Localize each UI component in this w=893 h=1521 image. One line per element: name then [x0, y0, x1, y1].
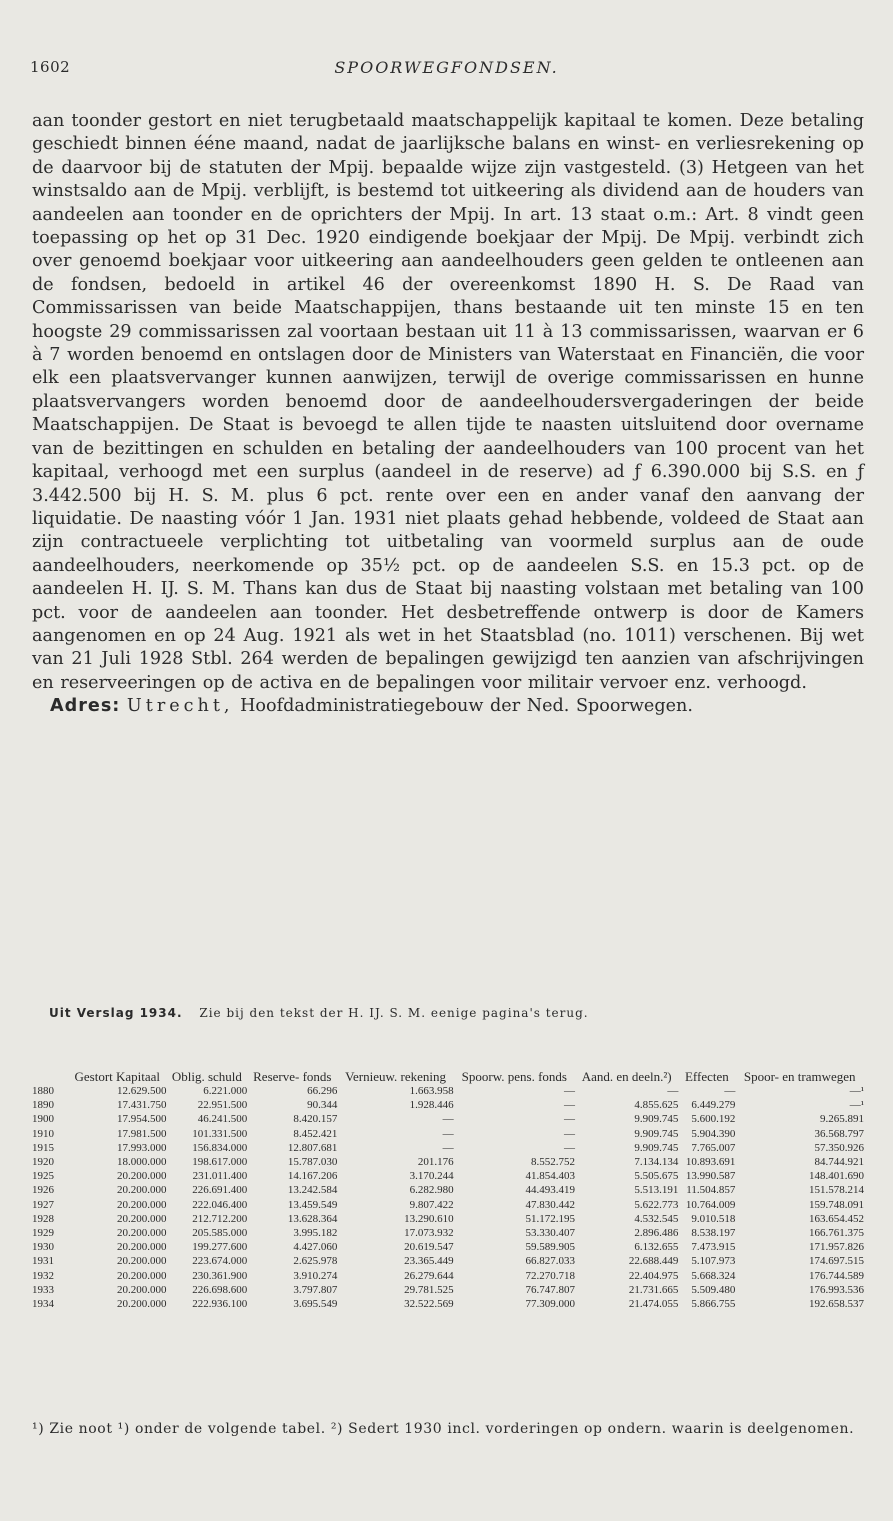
value-cell: 5.107.973: [691, 1255, 736, 1268]
address-city: Utrecht,: [126, 696, 234, 717]
value-cell: 3.910.274: [293, 1269, 338, 1282]
year-cell: 1890: [32, 1099, 54, 1112]
value-cell: 6.282.980: [409, 1184, 454, 1197]
value-cell: 4.532.545: [634, 1212, 679, 1225]
value-cell: 41.854.403: [525, 1170, 575, 1183]
value-cell: 51.172.195: [525, 1212, 575, 1225]
value-cell: —: [724, 1085, 736, 1097]
value-cell: 212.712.200: [192, 1212, 248, 1225]
table-row: [32, 1155, 864, 1169]
value-cell: 11.504.857: [686, 1184, 736, 1197]
table-row: [32, 1240, 864, 1254]
year-cell: 1931: [32, 1255, 54, 1268]
value-cell: 12.807.681: [287, 1141, 338, 1154]
value-cell: 8.538.197: [691, 1227, 736, 1240]
address-text: Hoofdadministratiegebouw der Ned. Spoorwegen.: [240, 696, 693, 717]
value-cell: 5.513.191: [634, 1184, 679, 1197]
value-cell: 5.505.675: [634, 1170, 679, 1183]
value-cell: 9.909.745: [634, 1141, 679, 1154]
main-paragraph: aan toonder gestort en niet terugbetaald maatschappelijk kapitaal te komen. Deze betaling geschiedt binnen ééne maand, nadat de jaarlijksche balans en winst- en verliesrekening op de daarvoor bij de statuten der Mpij. bepaalde wijze zijn vastgesteld. (3) Hetgeen van het winstsaldo aan de Mpij. verblijft, is bestemd tot uitkeering als dividend aan de houders van aandeelen aan toonder en de oprichters der Mpij. In art. 13 staat o.m.: Art. 8 vindt geen toepassing op het op 31 Dec. 1920 eindigende boekjaar der Mpij. De Mpij. verbindt zich over genoemd boekjaar voor uitkeering aan aandeelhouders geen gelden te ontleenen aan de fondsen, bedoeld in artikel 46 der overeenkomst 1890 H. S. De Raad van Commissarissen van beide Maatschappijen, thans bestaande uit ten minste 15 en ten hoogste 29 commissarissen zal voortaan bestaan uit 11 à 13 commissarissen, waarvan er 6 à 7 worden benoemd en ontslagen door de Ministers van Waterstaat en Financiën, die voor elk een plaatsvervanger kunnen aanwijzen, terwijl de overige commissarissen en hunne plaatsvervangers worden benoemd door de aandeelhoudersvergaderingen der beide Maatschappijen. De Staat is bevoegd te allen tijde te naasten uitsluitend door overname van de bezittingen en schulden en betaling der aandeelhouders van 100 procent van het kapitaal, verhoogd met een surplus (aandeel in de reserve) ad ƒ 6.390.000 bij S.S. en ƒ 3.442.500 bij H. S. M. plus 6 pct. rente over een en ander vanaf den aanvang der liquidatie. De naasting vóór 1 Jan. 1931 niet plaats gehad hebbende, voldeed de Staat aan zijn contractueele verplichting tot uitbetaling van voormeld surplus aan de oude aandeelhouders, neerkomende op 35½ pct. op de aandeelen S.S. en 15.3 pct. op de aandeelen H. IJ. S. M. Thans kan dus de Staat bij naasting volstaan met betaling van 100 pct. voor de aandeelen aan toonder. Het desbetreffende ontwerp is door de Kamers aangenomen en op 24 Aug. 1921 als wet in het Staatsblad (no. 1011) verschenen. Bij wet van 21 Juli 1928 Stbl. 264 werden de bepalingen gewijzigd ten aanzien van afschrijvingen en reserveeringen op de activa en de bepalingen voor militair vervoer enz. verhoogd.: [32, 111, 864, 693]
value-cell: 9.807.422: [409, 1198, 454, 1211]
value-cell: 101.331.500: [192, 1127, 248, 1140]
value-cell: 7.473.915: [691, 1241, 736, 1254]
value-cell: 7.134.134: [634, 1156, 679, 1169]
table-row: [32, 1269, 864, 1283]
value-cell: 5.600.192: [691, 1113, 736, 1126]
value-cell: 17.073.932: [404, 1227, 454, 1240]
value-cell: 20.200.000: [117, 1241, 167, 1254]
table-row: [32, 1183, 864, 1197]
value-cell: 176.744.589: [809, 1269, 864, 1282]
value-cell: 20.200.000: [117, 1170, 167, 1183]
value-cell: 230.361.900: [192, 1269, 248, 1282]
year-cell: 1933: [32, 1283, 54, 1296]
year-cell: 1932: [32, 1269, 54, 1282]
value-cell: 22.404.975: [628, 1269, 679, 1282]
value-cell: 198.617.000: [192, 1156, 248, 1169]
column-header: Reserve- fonds: [253, 1069, 332, 1084]
table-row: [32, 1254, 864, 1268]
value-cell: 13.242.584: [287, 1184, 338, 1197]
value-cell: —: [667, 1085, 679, 1097]
value-cell: 3.695.549: [293, 1298, 338, 1311]
value-cell: 1.663.958: [409, 1085, 454, 1097]
value-cell: 5.866.755: [691, 1298, 736, 1311]
value-cell: 17.993.000: [117, 1141, 167, 1154]
value-cell: 47.830.442: [525, 1198, 575, 1211]
value-cell: 84.744.921: [814, 1156, 864, 1169]
table-row: [32, 1283, 864, 1297]
value-cell: 23.365.449: [404, 1255, 454, 1268]
running-title: SPOORWEGFONDSEN.: [334, 58, 559, 77]
financial-table: [32, 1070, 864, 1311]
value-cell: 32.522.569: [404, 1298, 454, 1311]
value-cell: 9.010.518: [691, 1212, 736, 1225]
year-cell: 1929: [32, 1227, 54, 1240]
value-cell: —: [563, 1099, 575, 1112]
table-row: [32, 1169, 864, 1183]
value-cell: 223.674.000: [192, 1255, 248, 1268]
value-cell: —¹: [849, 1085, 864, 1097]
value-cell: 18.000.000: [117, 1156, 167, 1169]
year-cell: 1930: [32, 1241, 54, 1254]
table-row: [32, 1297, 864, 1311]
value-cell: —¹: [849, 1099, 864, 1112]
value-cell: 15.787.030: [287, 1156, 338, 1169]
value-cell: 20.619.547: [404, 1241, 454, 1254]
value-cell: 20.200.000: [117, 1255, 167, 1268]
value-cell: 6.449.279: [691, 1099, 736, 1112]
table-row: [32, 1098, 864, 1112]
value-cell: 10.893.691: [685, 1156, 736, 1169]
table-row: [32, 1141, 864, 1155]
value-cell: —: [563, 1127, 575, 1140]
value-cell: 36.568.797: [814, 1127, 864, 1140]
value-cell: 5.622.773: [634, 1198, 679, 1211]
value-cell: —: [442, 1127, 454, 1140]
value-cell: 44.493.419: [525, 1184, 575, 1197]
verslag-line: [49, 1006, 853, 1020]
value-cell: 13.290.610: [404, 1212, 454, 1225]
value-cell: 13.459.549: [287, 1198, 338, 1211]
value-cell: 192.658.537: [809, 1298, 864, 1311]
value-cell: 21.731.665: [628, 1283, 679, 1296]
value-cell: 17.981.500: [117, 1127, 167, 1140]
value-cell: 9.909.745: [634, 1113, 679, 1126]
value-cell: 77.309.000: [525, 1298, 575, 1311]
verslag-label: Uit Verslag 1934.: [49, 1006, 183, 1020]
verslag-text: Zie bij den tekst der H. IJ. S. M. eenige pagina's terug.: [199, 1006, 589, 1020]
value-cell: 163.654.452: [809, 1212, 864, 1225]
column-header: Spoorw. pens. fonds: [461, 1069, 567, 1084]
value-cell: 222.046.400: [192, 1198, 248, 1211]
value-cell: 13.990.587: [685, 1170, 736, 1183]
value-cell: 66.296: [307, 1085, 338, 1097]
address-label: Adres:: [50, 696, 121, 717]
value-cell: 3.797.807: [293, 1283, 338, 1296]
value-cell: 76.747.807: [525, 1283, 575, 1296]
value-cell: 46.241.500: [197, 1113, 248, 1126]
year-cell: 1910: [32, 1127, 54, 1140]
value-cell: 9.265.891: [820, 1113, 864, 1126]
value-cell: 12.629.500: [117, 1085, 167, 1097]
value-cell: 151.578.214: [809, 1184, 864, 1197]
value-cell: 166.761.375: [809, 1227, 864, 1240]
table-row: [32, 1226, 864, 1240]
value-cell: 6.221.000: [203, 1085, 248, 1097]
value-cell: —: [442, 1141, 454, 1154]
value-cell: —: [442, 1113, 454, 1126]
table-row: [32, 1127, 864, 1141]
value-cell: 13.628.364: [287, 1212, 338, 1225]
value-cell: 20.200.000: [117, 1269, 167, 1282]
value-cell: 176.993.536: [809, 1283, 864, 1296]
value-cell: 20.200.000: [117, 1212, 167, 1225]
year-cell: 1900: [32, 1113, 54, 1126]
value-cell: 2.896.486: [634, 1227, 679, 1240]
value-cell: 20.200.000: [117, 1198, 167, 1211]
body-text: [32, 110, 864, 719]
value-cell: 5.509.480: [691, 1283, 736, 1296]
column-header: Oblig. schuld: [171, 1069, 242, 1084]
value-cell: 26.279.644: [404, 1269, 454, 1282]
value-cell: 205.585.000: [192, 1227, 248, 1240]
year-cell: 1934: [32, 1298, 54, 1311]
value-cell: —: [563, 1085, 575, 1097]
value-cell: 159.748.091: [809, 1198, 864, 1211]
year-cell: 1928: [32, 1212, 54, 1225]
value-cell: 226.698.600: [192, 1283, 248, 1296]
year-cell: 1927: [32, 1198, 54, 1211]
table-header-row: [32, 1070, 864, 1084]
value-cell: 8.552.752: [530, 1156, 575, 1169]
address-line: [32, 695, 864, 718]
column-header: Spoor- en tramwegen: [743, 1069, 856, 1084]
value-cell: 5.668.324: [691, 1269, 736, 1282]
value-cell: 20.200.000: [117, 1184, 167, 1197]
value-cell: 17.954.500: [117, 1113, 167, 1126]
value-cell: 17.431.750: [117, 1099, 167, 1112]
value-cell: 171.957.826: [809, 1241, 864, 1254]
value-cell: 156.834.000: [192, 1141, 248, 1154]
year-cell: 1920: [32, 1156, 54, 1169]
value-cell: 22.951.500: [197, 1099, 248, 1112]
table-row: [32, 1198, 864, 1212]
value-cell: 20.200.000: [117, 1298, 167, 1311]
value-cell: 20.200.000: [117, 1227, 167, 1240]
year-cell: 1925: [32, 1170, 54, 1183]
column-header: Gestort Kapitaal: [74, 1069, 161, 1084]
value-cell: 2.625.978: [293, 1255, 338, 1268]
value-cell: 90.344: [307, 1099, 338, 1112]
value-cell: 14.167.206: [287, 1170, 338, 1183]
value-cell: 8.452.421: [293, 1127, 338, 1140]
year-cell: 1915: [32, 1141, 54, 1154]
table-body: [32, 1084, 864, 1311]
value-cell: 231.011.400: [192, 1170, 248, 1183]
value-cell: 29.781.525: [404, 1283, 454, 1296]
page-number: 1602: [30, 58, 71, 76]
value-cell: 53.330.407: [525, 1227, 575, 1240]
value-cell: 66.827.033: [525, 1255, 575, 1268]
value-cell: 9.909.745: [634, 1127, 679, 1140]
value-cell: 20.200.000: [117, 1283, 167, 1296]
value-cell: 3.170.244: [409, 1170, 454, 1183]
value-cell: —: [563, 1141, 575, 1154]
value-cell: 4.427.060: [293, 1241, 338, 1254]
table-header: [32, 1070, 864, 1084]
column-header: Effecten: [684, 1069, 729, 1084]
year-cell: 1880: [32, 1085, 54, 1097]
footnote: ¹) Zie noot ¹) onder de volgende tabel. ²) Sedert 1930 incl. vorderingen op ondern. waarin is deelgenomen.: [32, 1421, 855, 1437]
value-cell: 148.401.690: [809, 1170, 864, 1183]
value-cell: 1.928.446: [409, 1099, 454, 1112]
value-cell: 57.350.926: [814, 1141, 864, 1154]
column-header: Vernieuw. rekening: [345, 1069, 447, 1084]
table-row: [32, 1112, 864, 1126]
value-cell: 72.270.718: [525, 1269, 575, 1282]
column-header: Aand. en deeln.²): [581, 1069, 672, 1084]
value-cell: 226.691.400: [192, 1184, 248, 1197]
value-cell: 7.765.007: [691, 1141, 736, 1154]
value-cell: 6.132.655: [634, 1241, 679, 1254]
value-cell: 201.176: [417, 1156, 454, 1169]
table-row: [32, 1212, 864, 1226]
page-header: [30, 58, 863, 82]
value-cell: —: [563, 1113, 575, 1126]
year-cell: 1926: [32, 1184, 54, 1197]
value-cell: 3.995.182: [293, 1227, 338, 1240]
value-cell: 4.855.625: [634, 1099, 679, 1112]
column-header: [32, 1070, 68, 1084]
value-cell: 174.697.515: [809, 1255, 864, 1268]
value-cell: 8.420.157: [293, 1113, 338, 1126]
value-cell: 22.688.449: [628, 1255, 679, 1268]
value-cell: 222.936.100: [192, 1298, 248, 1311]
value-cell: 21.474.055: [628, 1298, 679, 1311]
value-cell: 10.764.009: [685, 1198, 736, 1211]
value-cell: 59.589.905: [525, 1241, 575, 1254]
value-cell: 5.904.390: [691, 1127, 736, 1140]
table-row: [32, 1084, 864, 1098]
value-cell: 199.277.600: [192, 1241, 248, 1254]
